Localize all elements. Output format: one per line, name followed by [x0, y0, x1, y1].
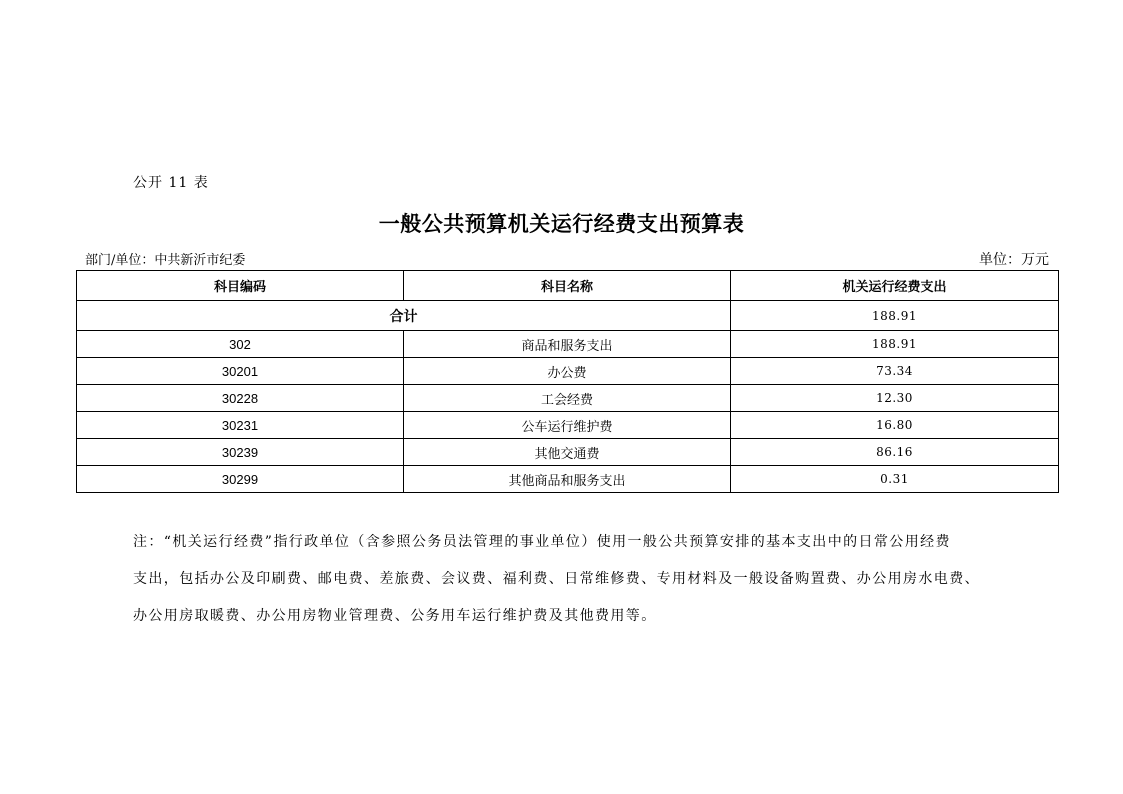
budget-table [76, 270, 1059, 493]
total-row [77, 301, 1059, 331]
unit-label: 单位：万元 [979, 252, 1049, 268]
row-name: 办公费 [404, 358, 731, 385]
header-amount: 机关运行经费支出 [731, 271, 1059, 301]
total-amount: 188.91 [731, 301, 1059, 331]
footnote [133, 524, 1013, 635]
footnote-line: 支出，包括办公及印刷费、邮电费、差旅费、会议费、福利费、日常维修费、专用材料及一般设备购置费、办公用房水电费、 [133, 571, 980, 587]
header-code: 科目编码 [77, 271, 404, 301]
row-code: 302 [77, 331, 404, 358]
row-amount: 73.34 [731, 358, 1059, 385]
table-row [77, 385, 1059, 412]
row-code: 30231 [77, 412, 404, 439]
row-amount: 16.80 [731, 412, 1059, 439]
table-row [77, 412, 1059, 439]
row-name: 商品和服务支出 [404, 331, 731, 358]
row-name: 其他交通费 [404, 439, 731, 466]
table-row [77, 358, 1059, 385]
row-name: 工会经费 [404, 385, 731, 412]
row-name: 公车运行维护费 [404, 412, 731, 439]
header-name: 科目名称 [404, 271, 731, 301]
row-code: 30201 [77, 358, 404, 385]
row-amount: 188.91 [731, 331, 1059, 358]
form-number: 公开 11 表 [133, 175, 209, 191]
table-header-row [77, 271, 1059, 301]
page-title: 一般公共预算机关运行经费支出预算表 [378, 211, 745, 236]
row-amount: 0.31 [731, 466, 1059, 493]
row-code: 30299 [77, 466, 404, 493]
row-amount: 12.30 [731, 385, 1059, 412]
row-name: 其他商品和服务支出 [404, 466, 731, 493]
footnote-line: 办公用房取暖费、办公用房物业管理费、公务用车运行维护费及其他费用等。 [133, 608, 657, 624]
table-row [77, 466, 1059, 493]
row-code: 30228 [77, 385, 404, 412]
footnote-line: 注：“机关运行经费”指行政单位（含参照公务员法管理的事业单位）使用一般公共预算安排的基本支出中的日常公用经费 [133, 534, 951, 550]
table-row [77, 331, 1059, 358]
table-row [77, 439, 1059, 466]
row-amount: 86.16 [731, 439, 1059, 466]
total-label: 合计 [77, 301, 731, 331]
department-label: 部门/单位：中共新沂市纪委 [85, 253, 246, 268]
row-code: 30239 [77, 439, 404, 466]
